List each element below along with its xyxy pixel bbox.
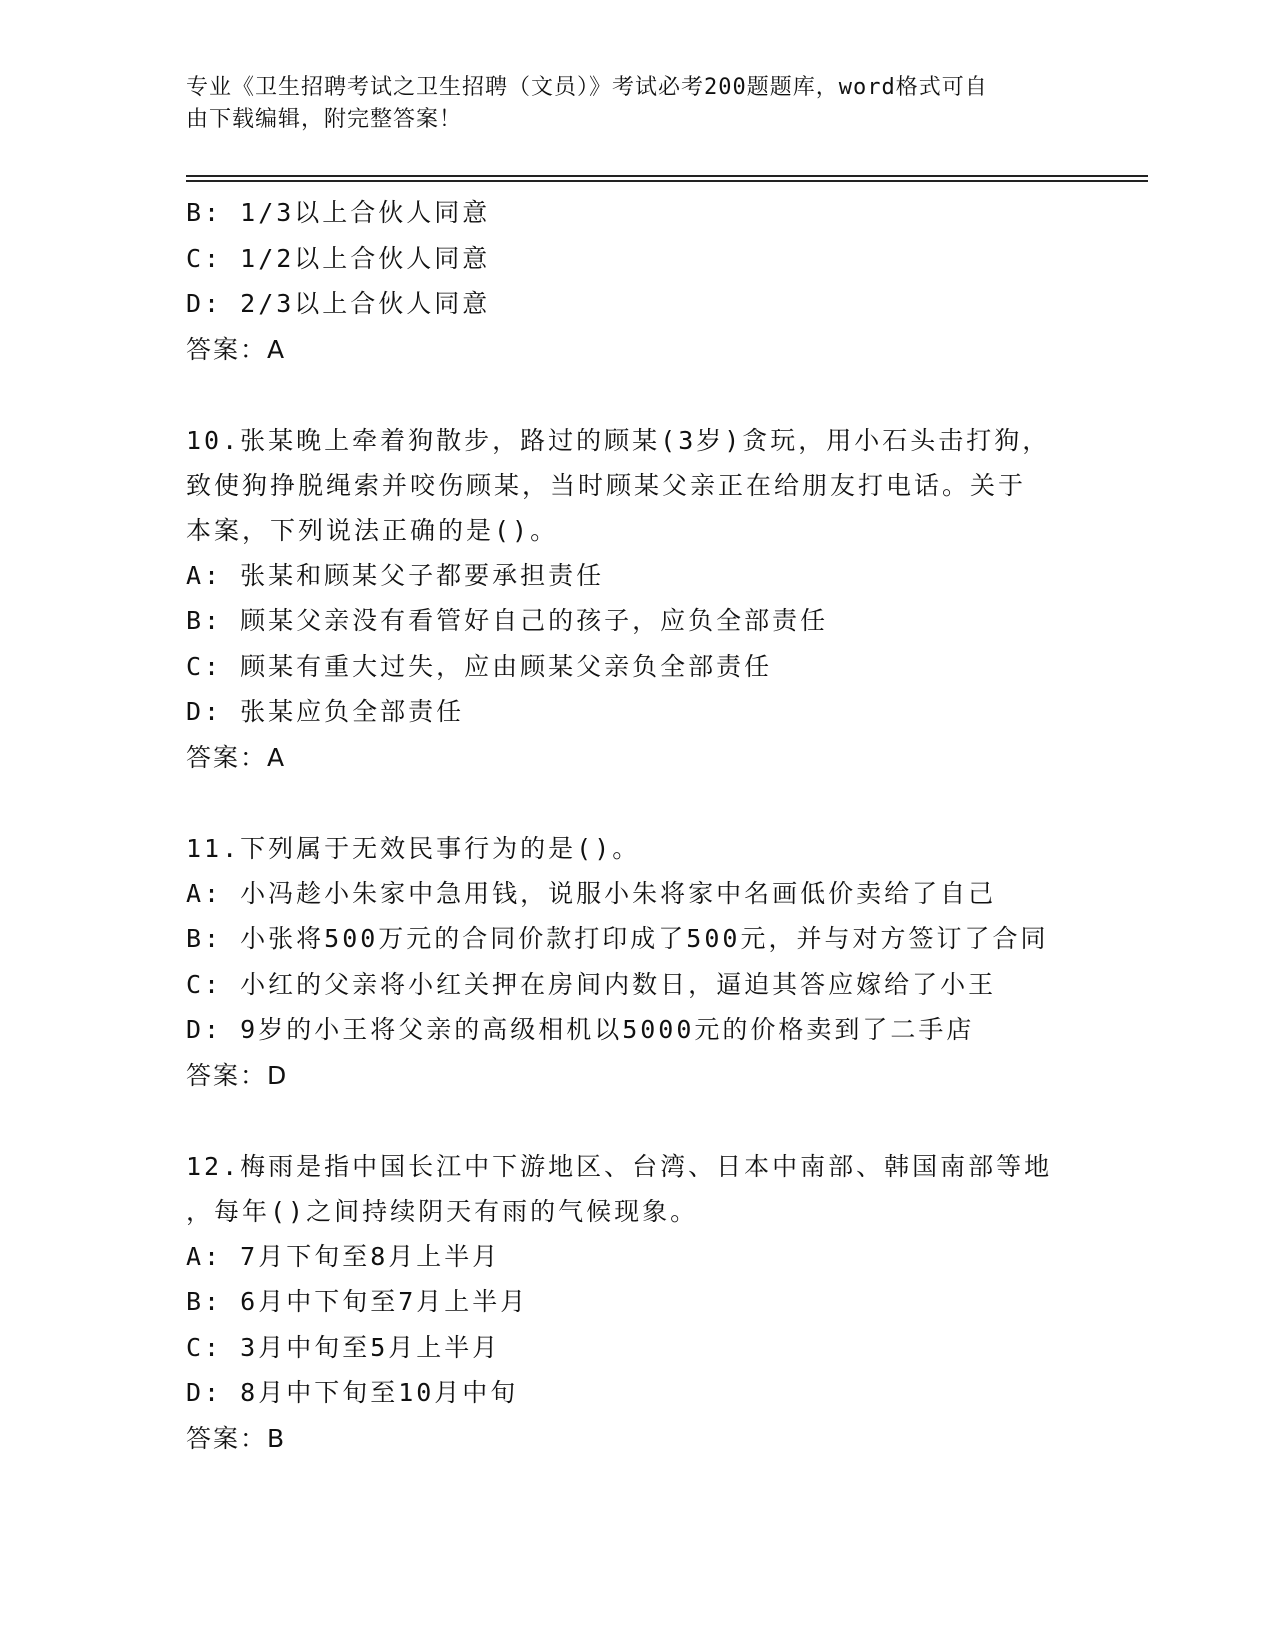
question-gap xyxy=(186,780,1086,826)
question-gap xyxy=(186,372,1086,418)
question-text-line: 本案，下列说法正确的是()。 xyxy=(186,515,559,545)
option-c: C: 小红的父亲将小红关押在房间内数日，逼迫其答应嫁给了小王 xyxy=(186,969,997,999)
question-list xyxy=(186,190,1086,1461)
question-12 xyxy=(186,1144,1086,1462)
option-b: B: 小张将500万元的合同价款打印成了500元，并与对方签订了合同 xyxy=(186,924,1049,953)
option-d: D: 8月中下旬至10月中旬 xyxy=(186,1378,519,1407)
option-c: C: 顾某有重大过失，应由顾某父亲负全部责任 xyxy=(186,651,773,681)
question-9-continued xyxy=(186,190,1086,372)
option-b: B: 顾某父亲没有看管好自己的孩子，应负全部责任 xyxy=(186,606,829,635)
option-b: B: 6月中下旬至7月上半月 xyxy=(186,1287,529,1316)
question-text-line: 11.下列属于无效民事行为的是()。 xyxy=(186,833,641,863)
option-b: B: 1/3以上合伙人同意 xyxy=(186,198,491,227)
header-line-1: 专业《卫生招聘考试之卫生招聘（文员）》考试必考200题题库，word格式可自 xyxy=(186,75,988,100)
answer-label: 答案：A xyxy=(186,742,287,772)
option-a: A: 张某和顾某父子都要承担责任 xyxy=(186,560,605,590)
question-text-line: 致使狗挣脱绳索并咬伤顾某，当时顾某父亲正在给朋友打电话。关于 xyxy=(186,470,1027,500)
header-divider-bottom xyxy=(186,180,1148,182)
answer-label: 答案：B xyxy=(186,1423,287,1453)
option-d: D: 张某应负全部责任 xyxy=(186,697,465,726)
header-divider-top xyxy=(186,175,1148,177)
option-c: C: 3月中旬至5月上半月 xyxy=(186,1332,501,1362)
option-d: D: 2/3以上合伙人同意 xyxy=(186,289,491,318)
question-gap xyxy=(186,1098,1086,1144)
question-11 xyxy=(186,826,1086,1099)
document-header xyxy=(186,72,1066,136)
answer-label: 答案：A xyxy=(186,334,287,364)
answer-label: 答案：D xyxy=(186,1060,289,1090)
question-text-line: 10.张某晚上牵着狗散步，路过的顾某(3岁)贪玩，用小石头击打狗， xyxy=(186,425,1051,455)
option-d: D: 9岁的小王将父亲的高级相机以5000元的价格卖到了二手店 xyxy=(186,1015,975,1044)
question-text-line: ，每年()之间持续阴天有雨的气候现象。 xyxy=(186,1196,699,1226)
option-a: A: 7月下旬至8月上半月 xyxy=(186,1241,501,1271)
question-text-line: 12.梅雨是指中国长江中下游地区、台湾、日本中南部、韩国南部等地 xyxy=(186,1151,1053,1181)
option-a: A: 小冯趁小朱家中急用钱，说服小朱将家中名画低价卖给了自己 xyxy=(186,878,997,908)
option-c: C: 1/2以上合伙人同意 xyxy=(186,243,491,273)
header-line-2: 由下载编辑，附完整答案！ xyxy=(186,107,463,132)
question-10 xyxy=(186,418,1086,781)
